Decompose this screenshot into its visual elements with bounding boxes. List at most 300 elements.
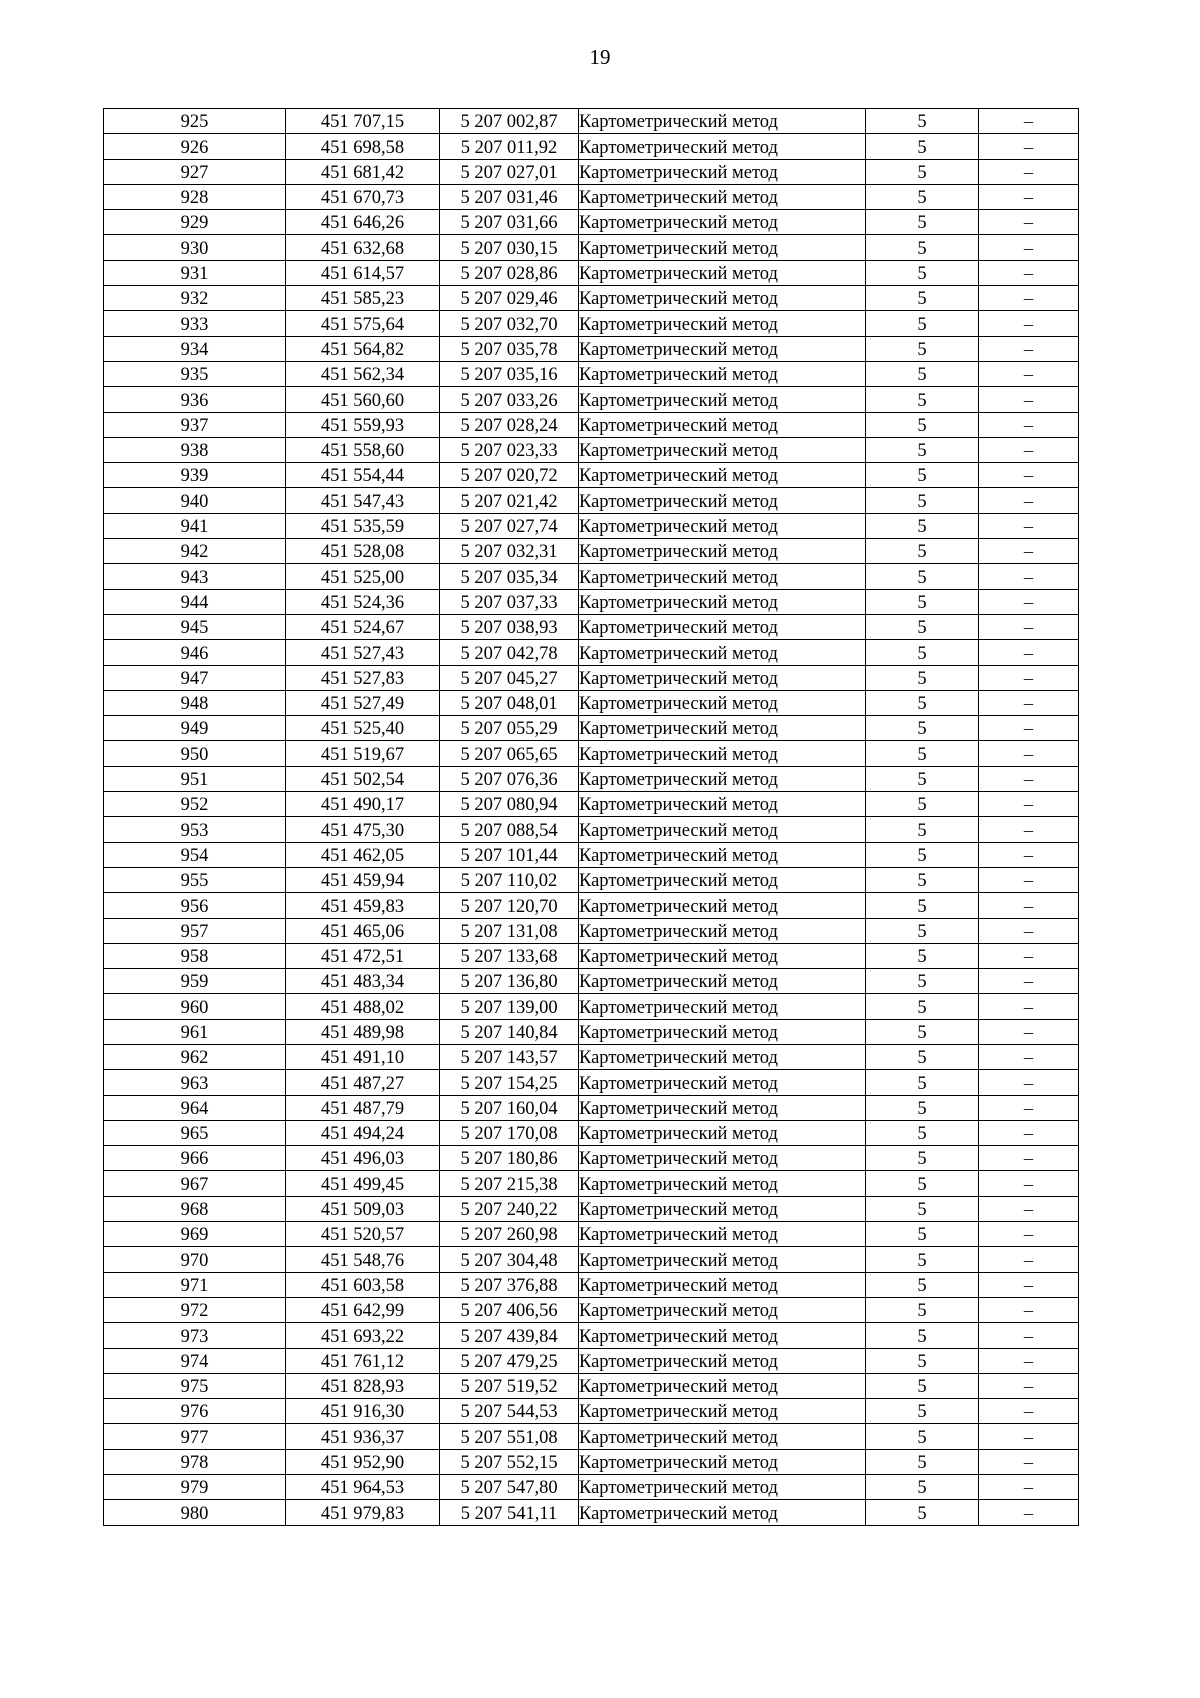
description-cell: – — [979, 488, 1079, 513]
table-row — [104, 184, 1079, 209]
method-cell: Картометрический метод — [579, 1095, 866, 1120]
point-number-cell: 952 — [104, 792, 286, 817]
point-number-cell: 955 — [104, 867, 286, 892]
description-cell: – — [979, 539, 1079, 564]
table-row — [104, 260, 1079, 285]
x-coordinate-cell: 451 509,03 — [286, 1196, 440, 1221]
description-cell: – — [979, 893, 1079, 918]
table-row — [104, 918, 1079, 943]
y-coordinate-cell: 5 207 180,86 — [440, 1146, 579, 1171]
accuracy-cell: 5 — [866, 716, 979, 741]
table-row — [104, 792, 1079, 817]
description-cell: – — [979, 1500, 1079, 1525]
x-coordinate-cell: 451 560,60 — [286, 387, 440, 412]
accuracy-cell: 5 — [866, 1373, 979, 1398]
description-cell: – — [979, 1044, 1079, 1069]
method-cell: Картометрический метод — [579, 159, 866, 184]
accuracy-cell: 5 — [866, 1196, 979, 1221]
y-coordinate-cell: 5 207 065,65 — [440, 741, 579, 766]
table-row — [104, 1146, 1079, 1171]
point-number-cell: 935 — [104, 361, 286, 386]
table-row — [104, 1399, 1079, 1424]
accuracy-cell: 5 — [866, 614, 979, 639]
y-coordinate-cell: 5 207 035,34 — [440, 564, 579, 589]
point-number-cell: 957 — [104, 918, 286, 943]
method-cell: Картометрический метод — [579, 589, 866, 614]
accuracy-cell: 5 — [866, 792, 979, 817]
x-coordinate-cell: 451 936,37 — [286, 1424, 440, 1449]
method-cell: Картометрический метод — [579, 690, 866, 715]
table-body — [104, 109, 1079, 1526]
point-number-cell: 977 — [104, 1424, 286, 1449]
description-cell: – — [979, 969, 1079, 994]
point-number-cell: 939 — [104, 463, 286, 488]
point-number-cell: 960 — [104, 994, 286, 1019]
table-row — [104, 665, 1079, 690]
accuracy-cell: 5 — [866, 387, 979, 412]
y-coordinate-cell: 5 207 160,04 — [440, 1095, 579, 1120]
description-cell: – — [979, 1399, 1079, 1424]
accuracy-cell: 5 — [866, 311, 979, 336]
point-number-cell: 938 — [104, 437, 286, 462]
accuracy-cell: 5 — [866, 969, 979, 994]
x-coordinate-cell: 451 614,57 — [286, 260, 440, 285]
description-cell: – — [979, 1475, 1079, 1500]
accuracy-cell: 5 — [866, 1044, 979, 1069]
x-coordinate-cell: 451 646,26 — [286, 210, 440, 235]
point-number-cell: 941 — [104, 513, 286, 538]
method-cell: Картометрический метод — [579, 1044, 866, 1069]
description-cell: – — [979, 741, 1079, 766]
description-cell: – — [979, 817, 1079, 842]
x-coordinate-cell: 451 559,93 — [286, 412, 440, 437]
description-cell: – — [979, 109, 1079, 134]
table-row — [104, 716, 1079, 741]
accuracy-cell: 5 — [866, 1297, 979, 1322]
x-coordinate-cell: 451 490,17 — [286, 792, 440, 817]
accuracy-cell: 5 — [866, 513, 979, 538]
table-row — [104, 589, 1079, 614]
x-coordinate-cell: 451 491,10 — [286, 1044, 440, 1069]
table-row — [104, 1323, 1079, 1348]
method-cell: Картометрический метод — [579, 1297, 866, 1322]
y-coordinate-cell: 5 207 076,36 — [440, 766, 579, 791]
description-cell: – — [979, 134, 1079, 159]
method-cell: Картометрический метод — [579, 235, 866, 260]
method-cell: Картометрический метод — [579, 640, 866, 665]
description-cell: – — [979, 412, 1079, 437]
accuracy-cell: 5 — [866, 943, 979, 968]
table-row — [104, 817, 1079, 842]
description-cell: – — [979, 1449, 1079, 1474]
y-coordinate-cell: 5 207 033,26 — [440, 387, 579, 412]
accuracy-cell: 5 — [866, 1272, 979, 1297]
description-cell: – — [979, 640, 1079, 665]
y-coordinate-cell: 5 207 406,56 — [440, 1297, 579, 1322]
accuracy-cell: 5 — [866, 159, 979, 184]
y-coordinate-cell: 5 207 028,24 — [440, 412, 579, 437]
description-cell: – — [979, 286, 1079, 311]
x-coordinate-cell: 451 828,93 — [286, 1373, 440, 1398]
method-cell: Картометрический метод — [579, 184, 866, 209]
y-coordinate-cell: 5 207 240,22 — [440, 1196, 579, 1221]
table-row — [104, 1044, 1079, 1069]
method-cell: Картометрический метод — [579, 1399, 866, 1424]
y-coordinate-cell: 5 207 035,78 — [440, 336, 579, 361]
description-cell: – — [979, 1146, 1079, 1171]
accuracy-cell: 5 — [866, 1399, 979, 1424]
table-row — [104, 1475, 1079, 1500]
point-number-cell: 959 — [104, 969, 286, 994]
point-number-cell: 953 — [104, 817, 286, 842]
method-cell: Картометрический метод — [579, 969, 866, 994]
point-number-cell: 947 — [104, 665, 286, 690]
table-row — [104, 311, 1079, 336]
accuracy-cell: 5 — [866, 741, 979, 766]
y-coordinate-cell: 5 207 038,93 — [440, 614, 579, 639]
y-coordinate-cell: 5 207 120,70 — [440, 893, 579, 918]
method-cell: Картометрический метод — [579, 1171, 866, 1196]
x-coordinate-cell: 451 575,64 — [286, 311, 440, 336]
point-number-cell: 942 — [104, 539, 286, 564]
accuracy-cell: 5 — [866, 564, 979, 589]
table-row — [104, 1019, 1079, 1044]
accuracy-cell: 5 — [866, 437, 979, 462]
point-number-cell: 940 — [104, 488, 286, 513]
accuracy-cell: 5 — [866, 1070, 979, 1095]
table-row — [104, 539, 1079, 564]
coordinates-table — [103, 108, 1079, 1526]
accuracy-cell: 5 — [866, 1120, 979, 1145]
x-coordinate-cell: 451 979,83 — [286, 1500, 440, 1525]
table-row — [104, 1500, 1079, 1525]
point-number-cell: 930 — [104, 235, 286, 260]
table-row — [104, 994, 1079, 1019]
method-cell: Картометрический метод — [579, 893, 866, 918]
method-cell: Картометрический метод — [579, 210, 866, 235]
y-coordinate-cell: 5 207 037,33 — [440, 589, 579, 614]
table-row — [104, 513, 1079, 538]
point-number-cell: 979 — [104, 1475, 286, 1500]
accuracy-cell: 5 — [866, 640, 979, 665]
y-coordinate-cell: 5 207 215,38 — [440, 1171, 579, 1196]
method-cell: Картометрический метод — [579, 1424, 866, 1449]
table-row — [104, 210, 1079, 235]
method-cell: Картометрический метод — [579, 766, 866, 791]
y-coordinate-cell: 5 207 541,11 — [440, 1500, 579, 1525]
description-cell: – — [979, 564, 1079, 589]
table-row — [104, 1120, 1079, 1145]
x-coordinate-cell: 451 483,34 — [286, 969, 440, 994]
x-coordinate-cell: 451 475,30 — [286, 817, 440, 842]
description-cell: – — [979, 867, 1079, 892]
method-cell: Картометрический метод — [579, 1247, 866, 1272]
accuracy-cell: 5 — [866, 817, 979, 842]
description-cell: – — [979, 1373, 1079, 1398]
method-cell: Картометрический метод — [579, 311, 866, 336]
y-coordinate-cell: 5 207 020,72 — [440, 463, 579, 488]
point-number-cell: 948 — [104, 690, 286, 715]
description-cell: – — [979, 842, 1079, 867]
method-cell: Картометрический метод — [579, 1272, 866, 1297]
table-row — [104, 109, 1079, 134]
method-cell: Картометрический метод — [579, 842, 866, 867]
point-number-cell: 961 — [104, 1019, 286, 1044]
description-cell: – — [979, 918, 1079, 943]
method-cell: Картометрический метод — [579, 1120, 866, 1145]
table-row — [104, 1222, 1079, 1247]
description-cell: – — [979, 1272, 1079, 1297]
table-row — [104, 1247, 1079, 1272]
x-coordinate-cell: 451 465,06 — [286, 918, 440, 943]
y-coordinate-cell: 5 207 544,53 — [440, 1399, 579, 1424]
description-cell: – — [979, 184, 1079, 209]
table-row — [104, 1272, 1079, 1297]
table-row — [104, 336, 1079, 361]
x-coordinate-cell: 451 548,76 — [286, 1247, 440, 1272]
accuracy-cell: 5 — [866, 134, 979, 159]
accuracy-cell: 5 — [866, 109, 979, 134]
y-coordinate-cell: 5 207 136,80 — [440, 969, 579, 994]
table-row — [104, 893, 1079, 918]
table-row — [104, 741, 1079, 766]
x-coordinate-cell: 451 525,40 — [286, 716, 440, 741]
accuracy-cell: 5 — [866, 1095, 979, 1120]
point-number-cell: 972 — [104, 1297, 286, 1322]
y-coordinate-cell: 5 207 519,52 — [440, 1373, 579, 1398]
table-row — [104, 235, 1079, 260]
x-coordinate-cell: 451 670,73 — [286, 184, 440, 209]
description-cell: – — [979, 943, 1079, 968]
method-cell: Картометрический метод — [579, 513, 866, 538]
point-number-cell: 965 — [104, 1120, 286, 1145]
method-cell: Картометрический метод — [579, 1373, 866, 1398]
point-number-cell: 978 — [104, 1449, 286, 1474]
point-number-cell: 962 — [104, 1044, 286, 1069]
description-cell: – — [979, 1120, 1079, 1145]
x-coordinate-cell: 451 487,79 — [286, 1095, 440, 1120]
method-cell: Картометрический метод — [579, 741, 866, 766]
y-coordinate-cell: 5 207 002,87 — [440, 109, 579, 134]
description-cell: – — [979, 665, 1079, 690]
accuracy-cell: 5 — [866, 994, 979, 1019]
y-coordinate-cell: 5 207 154,25 — [440, 1070, 579, 1095]
x-coordinate-cell: 451 527,43 — [286, 640, 440, 665]
point-number-cell: 966 — [104, 1146, 286, 1171]
x-coordinate-cell: 451 487,27 — [286, 1070, 440, 1095]
point-number-cell: 971 — [104, 1272, 286, 1297]
accuracy-cell: 5 — [866, 589, 979, 614]
description-cell: – — [979, 1019, 1079, 1044]
accuracy-cell: 5 — [866, 1171, 979, 1196]
description-cell: – — [979, 1348, 1079, 1373]
table-row — [104, 1449, 1079, 1474]
point-number-cell: 970 — [104, 1247, 286, 1272]
accuracy-cell: 5 — [866, 893, 979, 918]
accuracy-cell: 5 — [866, 184, 979, 209]
description-cell: – — [979, 210, 1079, 235]
point-number-cell: 976 — [104, 1399, 286, 1424]
y-coordinate-cell: 5 207 029,46 — [440, 286, 579, 311]
x-coordinate-cell: 451 562,34 — [286, 361, 440, 386]
point-number-cell: 946 — [104, 640, 286, 665]
description-cell: – — [979, 994, 1079, 1019]
point-number-cell: 967 — [104, 1171, 286, 1196]
point-number-cell: 975 — [104, 1373, 286, 1398]
description-cell: – — [979, 1424, 1079, 1449]
point-number-cell: 980 — [104, 1500, 286, 1525]
x-coordinate-cell: 451 547,43 — [286, 488, 440, 513]
x-coordinate-cell: 451 524,67 — [286, 614, 440, 639]
x-coordinate-cell: 451 499,45 — [286, 1171, 440, 1196]
point-number-cell: 925 — [104, 109, 286, 134]
y-coordinate-cell: 5 207 140,84 — [440, 1019, 579, 1044]
y-coordinate-cell: 5 207 551,08 — [440, 1424, 579, 1449]
y-coordinate-cell: 5 207 552,15 — [440, 1449, 579, 1474]
method-cell: Картометрический метод — [579, 1019, 866, 1044]
table-row — [104, 361, 1079, 386]
table-row — [104, 488, 1079, 513]
y-coordinate-cell: 5 207 032,70 — [440, 311, 579, 336]
description-cell: – — [979, 336, 1079, 361]
description-cell: – — [979, 437, 1079, 462]
accuracy-cell: 5 — [866, 1475, 979, 1500]
table-row — [104, 766, 1079, 791]
method-cell: Картометрический метод — [579, 1070, 866, 1095]
description-cell: – — [979, 260, 1079, 285]
point-number-cell: 929 — [104, 210, 286, 235]
description-cell: – — [979, 1070, 1079, 1095]
point-number-cell: 931 — [104, 260, 286, 285]
x-coordinate-cell: 451 472,51 — [286, 943, 440, 968]
table-row — [104, 969, 1079, 994]
accuracy-cell: 5 — [866, 488, 979, 513]
accuracy-cell: 5 — [866, 1146, 979, 1171]
table-row — [104, 1171, 1079, 1196]
x-coordinate-cell: 451 698,58 — [286, 134, 440, 159]
method-cell: Картометрический метод — [579, 665, 866, 690]
x-coordinate-cell: 451 564,82 — [286, 336, 440, 361]
y-coordinate-cell: 5 207 376,88 — [440, 1272, 579, 1297]
description-cell: – — [979, 1196, 1079, 1221]
method-cell: Картометрический метод — [579, 1222, 866, 1247]
y-coordinate-cell: 5 207 547,80 — [440, 1475, 579, 1500]
point-number-cell: 958 — [104, 943, 286, 968]
point-number-cell: 926 — [104, 134, 286, 159]
x-coordinate-cell: 451 707,15 — [286, 109, 440, 134]
table-row — [104, 134, 1079, 159]
point-number-cell: 932 — [104, 286, 286, 311]
accuracy-cell: 5 — [866, 1019, 979, 1044]
table-row — [104, 1070, 1079, 1095]
point-number-cell: 951 — [104, 766, 286, 791]
accuracy-cell: 5 — [866, 1247, 979, 1272]
accuracy-cell: 5 — [866, 842, 979, 867]
description-cell: – — [979, 159, 1079, 184]
y-coordinate-cell: 5 207 027,74 — [440, 513, 579, 538]
accuracy-cell: 5 — [866, 1222, 979, 1247]
table-row — [104, 690, 1079, 715]
accuracy-cell: 5 — [866, 235, 979, 260]
y-coordinate-cell: 5 207 032,31 — [440, 539, 579, 564]
description-cell: – — [979, 311, 1079, 336]
point-number-cell: 963 — [104, 1070, 286, 1095]
x-coordinate-cell: 451 761,12 — [286, 1348, 440, 1373]
description-cell: – — [979, 1171, 1079, 1196]
table-row — [104, 842, 1079, 867]
method-cell: Картометрический метод — [579, 867, 866, 892]
method-cell: Картометрический метод — [579, 1146, 866, 1171]
x-coordinate-cell: 451 693,22 — [286, 1323, 440, 1348]
accuracy-cell: 5 — [866, 361, 979, 386]
accuracy-cell: 5 — [866, 918, 979, 943]
y-coordinate-cell: 5 207 023,33 — [440, 437, 579, 462]
description-cell: – — [979, 766, 1079, 791]
method-cell: Картометрический метод — [579, 286, 866, 311]
point-number-cell: 950 — [104, 741, 286, 766]
method-cell: Картометрический метод — [579, 1475, 866, 1500]
description-cell: – — [979, 792, 1079, 817]
method-cell: Картометрический метод — [579, 336, 866, 361]
method-cell: Картометрический метод — [579, 716, 866, 741]
y-coordinate-cell: 5 207 031,66 — [440, 210, 579, 235]
method-cell: Картометрический метод — [579, 1196, 866, 1221]
point-number-cell: 933 — [104, 311, 286, 336]
point-number-cell: 944 — [104, 589, 286, 614]
table-row — [104, 614, 1079, 639]
method-cell: Картометрический метод — [579, 361, 866, 386]
table-row — [104, 1424, 1079, 1449]
y-coordinate-cell: 5 207 260,98 — [440, 1222, 579, 1247]
page-number: 19 — [589, 45, 611, 69]
method-cell: Картометрический метод — [579, 260, 866, 285]
description-cell: – — [979, 1095, 1079, 1120]
table-row — [104, 463, 1079, 488]
table-row — [104, 1373, 1079, 1398]
table-row — [104, 437, 1079, 462]
method-cell: Картометрический метод — [579, 792, 866, 817]
x-coordinate-cell: 451 525,00 — [286, 564, 440, 589]
method-cell: Картометрический метод — [579, 437, 866, 462]
accuracy-cell: 5 — [866, 286, 979, 311]
point-number-cell: 956 — [104, 893, 286, 918]
y-coordinate-cell: 5 207 030,15 — [440, 235, 579, 260]
method-cell: Картометрический метод — [579, 614, 866, 639]
method-cell: Картометрический метод — [579, 412, 866, 437]
x-coordinate-cell: 451 952,90 — [286, 1449, 440, 1474]
point-number-cell: 936 — [104, 387, 286, 412]
x-coordinate-cell: 451 642,99 — [286, 1297, 440, 1322]
accuracy-cell: 5 — [866, 210, 979, 235]
description-cell: – — [979, 1297, 1079, 1322]
x-coordinate-cell: 451 519,67 — [286, 741, 440, 766]
method-cell: Картометрический метод — [579, 134, 866, 159]
table-row — [104, 1297, 1079, 1322]
x-coordinate-cell: 451 535,59 — [286, 513, 440, 538]
y-coordinate-cell: 5 207 101,44 — [440, 842, 579, 867]
y-coordinate-cell: 5 207 080,94 — [440, 792, 579, 817]
x-coordinate-cell: 451 964,53 — [286, 1475, 440, 1500]
method-cell: Картометрический метод — [579, 488, 866, 513]
accuracy-cell: 5 — [866, 1348, 979, 1373]
y-coordinate-cell: 5 207 035,16 — [440, 361, 579, 386]
x-coordinate-cell: 451 632,68 — [286, 235, 440, 260]
x-coordinate-cell: 451 520,57 — [286, 1222, 440, 1247]
table-row — [104, 867, 1079, 892]
y-coordinate-cell: 5 207 170,08 — [440, 1120, 579, 1145]
y-coordinate-cell: 5 207 031,46 — [440, 184, 579, 209]
table-row — [104, 159, 1079, 184]
